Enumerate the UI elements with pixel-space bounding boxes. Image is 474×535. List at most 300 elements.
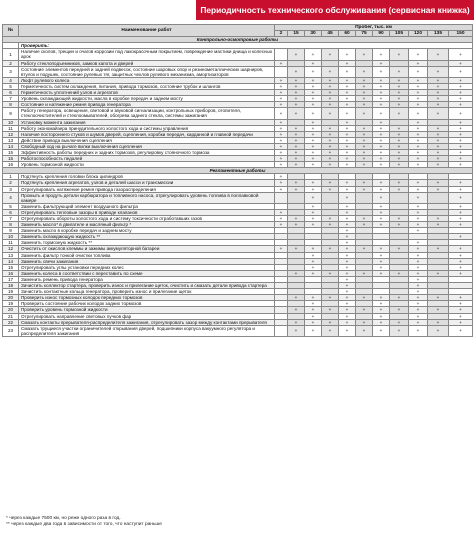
row-mark: + — [373, 313, 390, 319]
maintenance-table — [2, 24, 473, 337]
row-number: 7 — [3, 96, 19, 102]
row-mark: + — [428, 90, 449, 96]
row-mark: + — [409, 162, 428, 168]
row-number: 10 — [3, 119, 19, 125]
row-mark: + — [339, 222, 356, 228]
row-mark: + — [449, 162, 473, 168]
row-mark: + — [275, 186, 288, 192]
row-mark: + — [322, 295, 339, 301]
row-mark: + — [356, 143, 373, 149]
row-mark: + — [373, 131, 390, 137]
row-mark: + — [356, 162, 373, 168]
row-mark: + — [390, 246, 409, 252]
row-task: Заменить колеса в соответствии с переставить по схеме — [19, 270, 275, 276]
row-mark: + — [288, 137, 305, 143]
row-mark: + — [275, 60, 288, 66]
row-mark: + — [305, 216, 322, 222]
row-mark: + — [322, 270, 339, 276]
row-mark: + — [305, 90, 322, 96]
row-mark: + — [356, 77, 373, 83]
row-mark: + — [305, 108, 322, 119]
row-task: Очистить от окислов клеммы и зажимы аккумуляторной батареи — [19, 246, 275, 252]
row-mark: + — [288, 102, 305, 108]
row-mark: + — [339, 258, 356, 264]
header-mileage-90: 90 — [373, 31, 390, 37]
row-mark: + — [409, 83, 428, 89]
row-mark: + — [373, 203, 390, 209]
row-task: Люфт рулевого колеса — [19, 77, 275, 83]
row-mark: + — [428, 216, 449, 222]
row-mark: + — [373, 264, 390, 270]
row-number: 17 — [3, 276, 19, 282]
row-task: Заменить охлаждающую жидкость ** — [19, 234, 275, 240]
row-mark: + — [390, 307, 409, 313]
row-mark: + — [409, 228, 428, 234]
row-mark: + — [390, 325, 409, 336]
row-mark: + — [288, 96, 305, 102]
row-mark: + — [449, 102, 473, 108]
row-mark: + — [339, 102, 356, 108]
row-mark: + — [409, 325, 428, 336]
row-mark: + — [428, 102, 449, 108]
row-mark: + — [409, 143, 428, 149]
row-task: Уровень охлаждающей жидкости, масла в коробке передач и заднем мосту — [19, 96, 275, 102]
row-mark: + — [356, 295, 373, 301]
row-mark: + — [288, 131, 305, 137]
row-mark: + — [288, 149, 305, 155]
row-mark: + — [428, 325, 449, 336]
row-mark: + — [449, 270, 473, 276]
row-mark: + — [322, 325, 339, 336]
row-mark: + — [339, 228, 356, 234]
row-number: 2 — [3, 180, 19, 186]
row-mark: + — [305, 156, 322, 162]
row-mark: + — [449, 186, 473, 192]
row-mark: + — [373, 307, 390, 313]
row-mark: + — [322, 77, 339, 83]
row-mark: + — [428, 186, 449, 192]
row-task: Действие привода выключения сцепления — [19, 137, 275, 143]
row-task: Работу стеклоподъемников, замков капота и дверей — [19, 60, 275, 66]
row-mark: + — [373, 119, 390, 125]
row-mark: + — [449, 258, 473, 264]
header-mileage-105: 105 — [390, 31, 409, 37]
row-number: 11 — [3, 240, 19, 246]
row-mark: + — [339, 119, 356, 125]
row-mark — [288, 192, 305, 203]
row-mark: + — [373, 125, 390, 131]
row-mark: + — [390, 295, 409, 301]
row-mark: + — [275, 246, 288, 252]
row-number: 18 — [3, 283, 19, 289]
row-number: 20 — [3, 295, 19, 301]
row-mark: + — [356, 96, 373, 102]
row-mark: + — [409, 276, 428, 282]
header-mileage-60: 60 — [339, 31, 356, 37]
row-mark: + — [390, 222, 409, 228]
row-mark: + — [339, 180, 356, 186]
row-mark: + — [275, 143, 288, 149]
row-mark: + — [373, 143, 390, 149]
row-mark: + — [322, 246, 339, 252]
row-mark: + — [356, 307, 373, 313]
row-mark: + — [305, 83, 322, 89]
row-mark: + — [305, 313, 322, 319]
row-mark: + — [356, 216, 373, 222]
row-task: Работу генератора, освещения, световой и звуковой сигнализации, контрольных приборов, отопителя, стеклоочистителей и стеклоомывателей, обогрева заднего стекла, системы зажигания — [19, 108, 275, 119]
row-mark: + — [322, 108, 339, 119]
row-mark: + — [275, 174, 288, 180]
row-mark: + — [373, 258, 390, 264]
row-mark: + — [373, 209, 390, 215]
row-mark: + — [356, 125, 373, 131]
row-mark: + — [409, 301, 428, 307]
row-mark: + — [275, 131, 288, 137]
row-mark: + — [339, 264, 356, 270]
row-mark: + — [339, 143, 356, 149]
row-mark: + — [288, 307, 305, 313]
row-mark: + — [322, 90, 339, 96]
row-mark: + — [449, 49, 473, 60]
row-mark: + — [449, 131, 473, 137]
row-number: 15 — [3, 149, 19, 155]
row-mark: + — [275, 96, 288, 102]
row-mark: + — [409, 77, 428, 83]
row-number: 19 — [3, 301, 19, 307]
row-mark: + — [409, 313, 428, 319]
row-mark: + — [390, 102, 409, 108]
row-mark: + — [409, 283, 428, 289]
row-number: 21 — [3, 313, 19, 319]
row-mark: + — [305, 192, 322, 203]
section-title: Контрольно-осмотровые работы — [3, 37, 473, 43]
row-mark: + — [409, 192, 428, 203]
row-mark: + — [373, 252, 390, 258]
row-mark: + — [390, 149, 409, 155]
row-mark — [390, 192, 409, 203]
row-mark: + — [373, 66, 390, 77]
row-mark: + — [449, 295, 473, 301]
row-mark: + — [339, 216, 356, 222]
row-mark: + — [449, 319, 473, 325]
table-row — [3, 66, 473, 77]
row-mark: + — [390, 90, 409, 96]
row-task: Заменить фильтр тонкой очистки топлива — [19, 252, 275, 258]
row-mark: + — [305, 209, 322, 215]
row-mark: + — [275, 216, 288, 222]
row-mark: + — [322, 96, 339, 102]
row-mark: + — [305, 307, 322, 313]
group-title: Проверить: — [19, 43, 473, 49]
row-mark: + — [449, 216, 473, 222]
row-mark: + — [305, 203, 322, 209]
row-number: 23 — [3, 325, 19, 336]
row-mark: + — [322, 216, 339, 222]
row-mark: + — [339, 156, 356, 162]
row-task: Свободный ход на рычаге вилки выключения сцепления — [19, 143, 275, 149]
row-number: 9 — [3, 108, 19, 119]
row-mark: + — [449, 192, 473, 203]
row-mark: + — [390, 49, 409, 60]
row-mark: + — [373, 216, 390, 222]
row-mark: + — [390, 156, 409, 162]
row-mark: + — [339, 209, 356, 215]
row-mark: + — [428, 137, 449, 143]
row-mark: + — [356, 325, 373, 336]
row-mark: + — [305, 149, 322, 155]
row-mark: + — [339, 203, 356, 209]
header-mileage-2: 2 — [275, 31, 288, 37]
row-mark: + — [409, 216, 428, 222]
row-mark: + — [409, 108, 428, 119]
row-mark: + — [409, 180, 428, 186]
row-number: 13 — [3, 137, 19, 143]
row-mark: + — [390, 186, 409, 192]
row-task: Подтянуть крепления агрегатов, узлов и деталей шасси и трансмиссии — [19, 180, 275, 186]
row-mark: + — [339, 252, 356, 258]
row-mark: + — [339, 77, 356, 83]
row-task: Заменить тормозную жидкость ** — [19, 240, 275, 246]
row-mark: + — [356, 66, 373, 77]
row-mark: + — [428, 108, 449, 119]
row-mark: + — [449, 264, 473, 270]
row-mark: + — [409, 137, 428, 143]
row-task: Установку момента зажигания — [19, 119, 275, 125]
row-mark: + — [428, 83, 449, 89]
row-number: 20 — [3, 307, 19, 313]
row-mark: + — [409, 60, 428, 66]
row-mark: + — [339, 125, 356, 131]
row-number: 6 — [3, 209, 19, 215]
row-mark: + — [356, 90, 373, 96]
row-mark: + — [288, 108, 305, 119]
row-mark: + — [339, 240, 356, 246]
row-task: Состояние элементов передней и задней подвесок, состояние шаровых опор и резинометаллических шарниров, втулок и подушек, состояние рулевых тяг, защитных чехлов рулевого механизма, амортизаторов — [19, 66, 275, 77]
row-mark: + — [449, 222, 473, 228]
row-mark: + — [428, 77, 449, 83]
row-task: Работоспособность педалей — [19, 156, 275, 162]
row-task: Проверить состояние рабочих колодок задних тормозов — [19, 301, 275, 307]
row-mark: + — [409, 131, 428, 137]
row-mark: + — [305, 66, 322, 77]
row-mark: + — [305, 264, 322, 270]
footnotes — [6, 516, 162, 528]
row-mark: + — [322, 102, 339, 108]
row-mark: + — [288, 270, 305, 276]
row-mark: + — [449, 66, 473, 77]
row-mark: + — [409, 240, 428, 246]
row-mark — [275, 66, 288, 77]
row-mark: + — [339, 234, 356, 240]
row-mark: + — [390, 180, 409, 186]
table-row — [3, 192, 473, 203]
row-mark: + — [305, 125, 322, 131]
row-mark: + — [373, 137, 390, 143]
row-number: 5 — [3, 83, 19, 89]
row-mark: + — [339, 319, 356, 325]
row-mark: + — [409, 270, 428, 276]
row-number: 1 — [3, 174, 19, 180]
row-mark: + — [409, 156, 428, 162]
row-mark: + — [339, 283, 356, 289]
row-mark: + — [288, 162, 305, 168]
row-mark: + — [356, 137, 373, 143]
row-mark: + — [409, 295, 428, 301]
row-mark: + — [373, 149, 390, 155]
row-number: 7 — [3, 216, 19, 222]
row-mark: + — [390, 83, 409, 89]
row-mark: + — [390, 270, 409, 276]
row-mark: + — [356, 270, 373, 276]
row-number: 13 — [3, 252, 19, 258]
footnote-1: * через каждые 7500 км, но реже одного раза в год. — [6, 516, 121, 521]
row-mark: + — [339, 66, 356, 77]
row-mark: + — [339, 162, 356, 168]
row-mark: + — [428, 319, 449, 325]
row-task: Наличие сколов, трещин и очагов коррозии под лакокрасочным покрытием, повреждение мастики днища и колесных арок — [19, 49, 275, 60]
row-mark: + — [409, 264, 428, 270]
row-task: Проверить износ тормозных колодок передних тормозов — [19, 295, 275, 301]
row-mark: + — [322, 307, 339, 313]
row-mark: + — [356, 180, 373, 186]
row-mark: + — [409, 90, 428, 96]
row-mark: + — [449, 143, 473, 149]
row-mark: + — [288, 125, 305, 131]
row-mark: + — [409, 125, 428, 131]
row-mark: + — [275, 222, 288, 228]
row-mark: + — [339, 186, 356, 192]
row-mark: + — [409, 222, 428, 228]
row-mark: + — [275, 108, 288, 119]
row-mark: + — [449, 77, 473, 83]
row-mark: + — [449, 203, 473, 209]
row-mark: + — [409, 289, 428, 295]
row-mark: + — [428, 66, 449, 77]
row-mark: + — [339, 289, 356, 295]
row-number: 19 — [3, 289, 19, 295]
row-number: 22 — [3, 319, 19, 325]
row-task: Подтянуть крепления головки блока цилиндров — [19, 174, 275, 180]
row-mark: + — [305, 102, 322, 108]
row-mark: + — [275, 149, 288, 155]
row-mark: + — [322, 137, 339, 143]
row-mark: + — [428, 125, 449, 131]
row-task: Эффективность работы передних и задних тормозов, регулировку стояночного тормоза — [19, 149, 275, 155]
row-mark: + — [390, 108, 409, 119]
row-mark: + — [428, 156, 449, 162]
row-mark: + — [305, 301, 322, 307]
row-mark: + — [339, 131, 356, 137]
row-mark: + — [339, 270, 356, 276]
row-mark: + — [356, 102, 373, 108]
row-mark: + — [449, 301, 473, 307]
row-number: 14 — [3, 143, 19, 149]
row-mark: + — [449, 209, 473, 215]
row-task: Наличие постороннего стуков и шумов дверей, сцепления, коробки передач, карданной и главной передачи — [19, 131, 275, 137]
section-title: Регламентные работы — [3, 168, 473, 174]
row-mark: + — [288, 186, 305, 192]
row-mark: + — [305, 295, 322, 301]
row-number: 12 — [3, 246, 19, 252]
row-mark: + — [409, 203, 428, 209]
row-mark: + — [339, 149, 356, 155]
row-mark: + — [322, 83, 339, 89]
row-mark: + — [428, 246, 449, 252]
row-mark: + — [373, 77, 390, 83]
row-mark: + — [373, 96, 390, 102]
row-mark — [322, 192, 339, 203]
row-mark: + — [373, 180, 390, 186]
row-mark: + — [288, 49, 305, 60]
row-mark: + — [373, 60, 390, 66]
row-mark: + — [288, 246, 305, 252]
row-mark: + — [305, 222, 322, 228]
row-mark: + — [288, 216, 305, 222]
row-mark: + — [288, 325, 305, 336]
row-mark: + — [449, 252, 473, 258]
row-mark: + — [373, 295, 390, 301]
row-mark: + — [409, 96, 428, 102]
row-mark: + — [322, 149, 339, 155]
row-task: Отрегулировать направление световых пучков фар — [19, 313, 275, 319]
row-mark: + — [305, 186, 322, 192]
row-mark: + — [275, 119, 288, 125]
row-mark: + — [275, 162, 288, 168]
row-number: 6 — [3, 90, 19, 96]
row-mark: + — [305, 60, 322, 66]
row-mark: + — [373, 319, 390, 325]
row-mark: + — [356, 246, 373, 252]
row-mark: + — [373, 222, 390, 228]
row-number: 8 — [3, 222, 19, 228]
row-task: Зачистить контактные кольца генератора, проверить износ и прилегание щеток — [19, 289, 275, 295]
row-number: 10 — [3, 234, 19, 240]
row-mark: + — [275, 102, 288, 108]
header-mileage-135: 135 — [428, 31, 449, 37]
footnote-2: ** через каждые два года в зависимости от того, что наступит раньше — [6, 522, 162, 527]
row-mark: + — [305, 258, 322, 264]
row-mark: + — [339, 307, 356, 313]
row-task: Зачистить коллектор стартера, проверить износ и прилегание щеток, очистить и смазать детали привода стартера — [19, 283, 275, 289]
row-mark: + — [288, 295, 305, 301]
row-mark: + — [305, 137, 322, 143]
row-mark: + — [356, 49, 373, 60]
header-mileage: Пробег, тыс. км — [275, 25, 473, 31]
row-mark: + — [449, 313, 473, 319]
row-mark: + — [275, 125, 288, 131]
row-mark: + — [409, 307, 428, 313]
row-mark: + — [373, 186, 390, 192]
row-task: Герметичность уплотнений узлов и агрегатов — [19, 90, 275, 96]
row-mark: + — [288, 143, 305, 149]
row-task: Состояние и натяжение ремня привода генератора — [19, 102, 275, 108]
row-task: Отрегулировать тепловые зазоры в приводе клапанов — [19, 209, 275, 215]
row-mark: + — [322, 49, 339, 60]
row-mark: + — [373, 162, 390, 168]
row-mark: + — [449, 83, 473, 89]
row-mark: + — [288, 180, 305, 186]
row-mark: + — [305, 49, 322, 60]
row-task: Отрегулировать натяжение ремня привода газораспределения — [19, 186, 275, 192]
row-mark: + — [409, 102, 428, 108]
row-mark: + — [339, 108, 356, 119]
row-mark: + — [449, 307, 473, 313]
row-task: Заменить свечи зажигания — [19, 258, 275, 264]
row-number: 2 — [3, 60, 19, 66]
row-mark: + — [428, 270, 449, 276]
row-mark: + — [275, 180, 288, 186]
row-task: Работу экономайзера принудительного холостого хода и системы управления — [19, 125, 275, 131]
